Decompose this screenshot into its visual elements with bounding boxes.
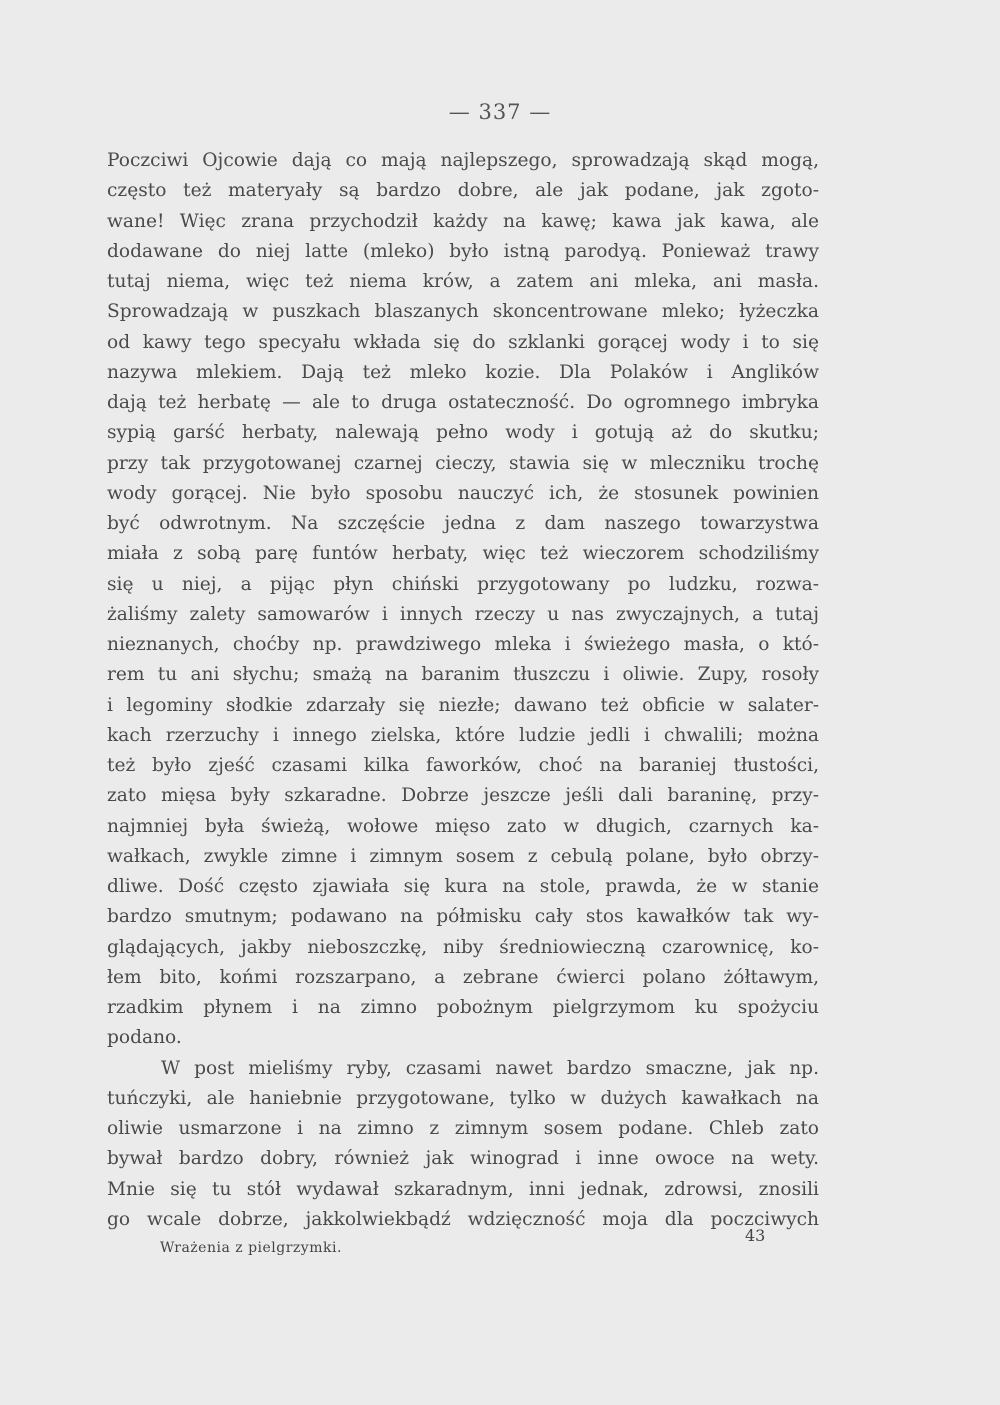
text-line: Sprowadzają w puszkach blaszanych skoncentrowane mleko; łyżeczka [107,301,819,323]
text-line: zato mięsa były szkaradne. Dobrze jeszcze jeśli dali baraninę, przy- [107,785,819,807]
text-line: nazywa mlekiem. Dają też mleko kozie. Dla Polaków i Anglików [107,361,819,383]
text-line: wody gorącej. Nie było sposobu nauczyć ich, że stosunek powinien [107,482,819,504]
text-line: też było zjeść czasami kilka faworków, choć na baraniej tłustości, [107,755,819,776]
text-line: wałkach, zwykle zimne i zimnym sosem z cebulą polane, było obrzy- [107,845,819,867]
text-line: dają też herbatę — ale to druga ostateczność. Do ogromnego imbryka [107,392,819,413]
text-line: podano. [107,1027,182,1049]
text-line: glądających, jakby nieboszczkę, niby średniowieczną czarownicę, ko- [107,936,819,958]
text-line: miała z sobą parę funtów herbaty, więc też wieczorem schodziliśmy [107,543,819,565]
text-line: wane! Więc zrana przychodził każdy na kawę; kawa jak kawa, ale [107,210,819,232]
text-line: W post mieliśmy ryby, czasami nawet bardzo smaczne, jak np. [161,1057,819,1079]
text-line: nieznanych, choćby np. prawdziwego mleka i świeżego masła, o któ- [107,634,819,655]
text-line: kach rzerzuchy i innego zielska, które ludzie jedli i chwalili; można [107,724,819,746]
text-line: sypią garść herbaty, nalewają pełno wody i gotują aż do skutku; [107,422,819,444]
text-line: przy tak przygotowanej czarnej cieczy, stawia się w mleczniku trochę [107,452,819,474]
page-number: — 337 — [448,100,552,124]
text-line: Mnie się tu stół wydawał szkaradnym, inni jednak, zdrowsi, znosili [107,1178,819,1200]
text-line: tuńczyki, ale haniebnie przygotowane, tylko w dużych kawałkach na [107,1087,819,1109]
text-line: dliwe. Dość często zjawiała się kura na stole, prawda, że w stanie [107,876,819,897]
text-line: tutaj niema, więc też niema krów, a zatem ani mleka, ani masła. [107,271,819,292]
text-line: często też materyały są bardzo dobre, ale jak podane, jak zgoto- [107,180,819,202]
text-line: być odwrotnym. Na szczęście jedna z dam naszego towarzystwa [107,513,819,534]
text-line: go wcale dobrze, jakkolwiekbądź wdzięczność moja dla poczciwych [107,1208,819,1230]
text-line: oliwie usmarzone i na zimno z zimnym sosem podane. Chleb zato [107,1118,819,1139]
text-line: bardzo smutnym; podawano na półmisku cały stos kawałków tak wy- [107,906,819,928]
text-line: bywał bardzo dobry, również jak winograd i inne owoce na wety. [107,1148,819,1170]
text-line: rem tu ani słychu; smażą na baranim tłuszczu i oliwie. Zupy, rosoły [107,664,819,686]
body-text [107,146,819,1235]
text-line: najmniej była świeżą, wołowe mięso zato w długich, czarnych ka- [107,815,819,837]
text-line: i legominy słodkie zdarzały się niezłe; dawano też obficie w salater- [107,694,819,716]
signature-mark: 43 [745,1226,766,1245]
text-line: rzadkim płynem i na zimno pobożnym pielgrzymom ku spożyciu [107,997,819,1018]
text-line: dodawane do niej latte (mleko) było istną parodyą. Ponieważ trawy [107,240,819,262]
text-line: od kawy tego specyału wkłada się do szklanki gorącej wody i to się [107,331,819,353]
footer-book-title: Wrażenia z pielgrzymki. [160,1240,342,1256]
text-line: się u niej, a pijąc płyn chiński przygotowany po ludzku, rozwa- [107,573,819,595]
text-line: łem bito, końmi rozszarpano, a zebrane ćwierci polano żółtawym, [107,966,819,988]
text-line: Poczciwi Ojcowie dają co mają najlepszego, sprowadzają skąd mogą, [107,150,819,171]
text-line: żaliśmy zalety samowarów i innych rzeczy u nas zwyczajnych, a tutaj [107,603,819,625]
